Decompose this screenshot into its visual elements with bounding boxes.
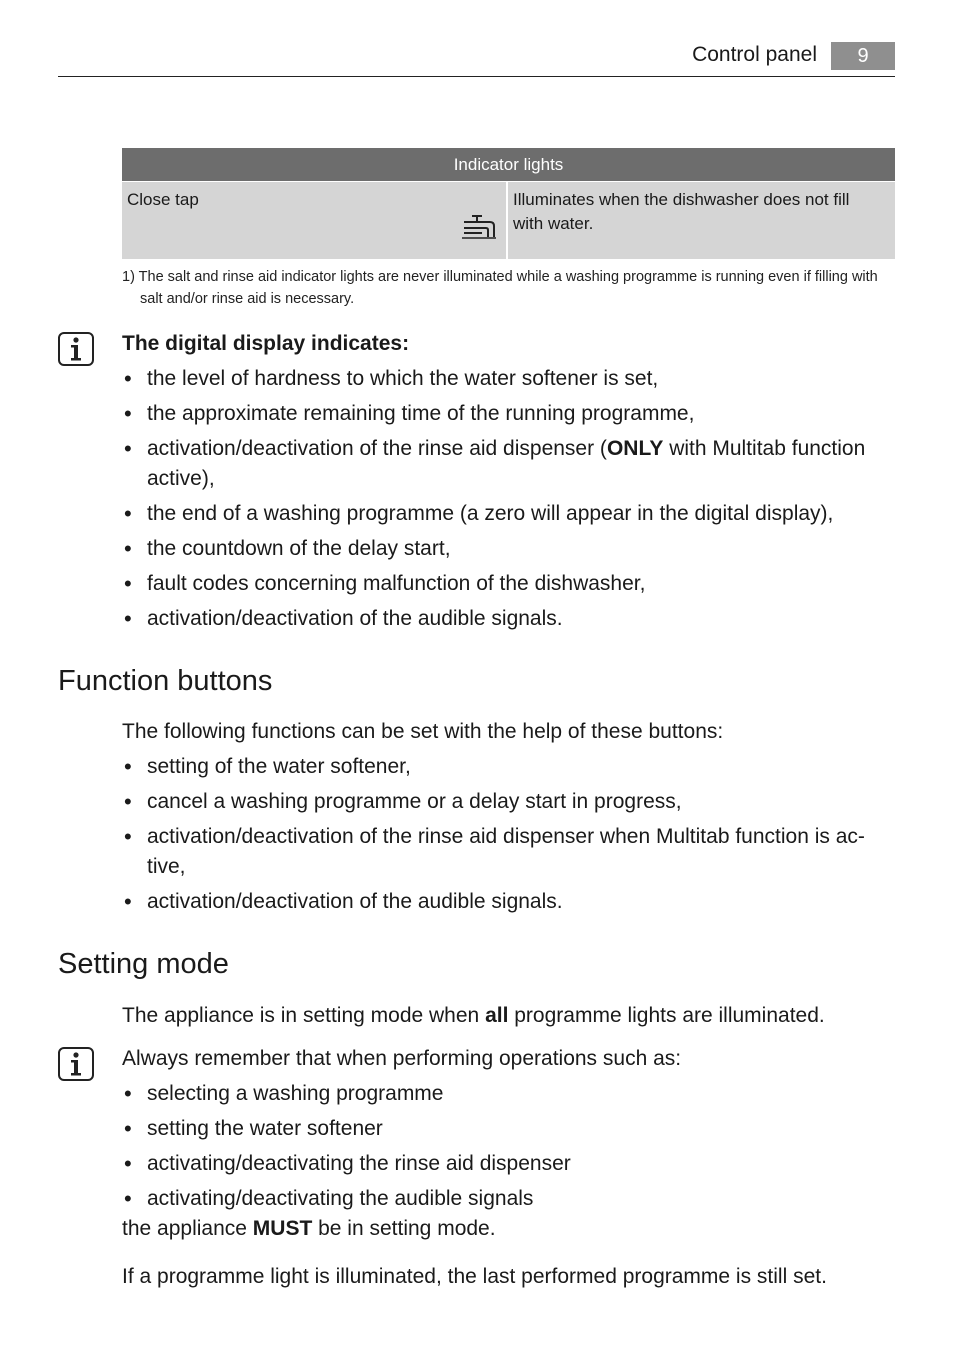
note-text: the appliance	[122, 1217, 253, 1240]
list-item: • selecting a washing programme	[122, 1079, 895, 1109]
last-line-text: If a programme light is illuminated, the last performed programme is still set.	[122, 1265, 827, 1288]
list-item: • activation/deactivation of the audible signals.	[122, 604, 895, 634]
intro-text: The appliance is in setting mode when	[122, 1004, 486, 1027]
list-item: • the end of a washing programme (a zero will appear in the digital display),	[122, 499, 895, 529]
setting-mode-list	[122, 1079, 895, 1214]
function-buttons-intro: The following functions can be set with the help of these buttons:	[122, 720, 724, 743]
indicator-name-cell	[122, 182, 508, 259]
section-heading-function-buttons: Function buttons	[58, 665, 273, 697]
indicator-lights-table	[122, 148, 895, 259]
digital-display-note	[122, 329, 895, 634]
setting-mode-intro-line	[122, 1001, 895, 1031]
section-title: Control panel	[692, 43, 817, 66]
table-row	[122, 181, 895, 259]
indicator-description: Illuminates when the dishwasher does not fill with water.	[513, 190, 850, 233]
footnote-text: 1) The salt and rinse aid indicator lights are never illuminated while a washing programme is running even if filling with salt and/or rinse aid is necessary.	[122, 269, 878, 307]
emphasis-text: ONLY	[606, 437, 664, 460]
list-item: • activation/deactivation of the rinse aid dispenser when Multitab function is ac-tive,	[122, 822, 895, 882]
page-number: 9	[831, 42, 895, 70]
digital-display-list	[122, 364, 895, 634]
list-item	[122, 434, 895, 494]
setting-mode-note-intro: Always remember that when performing operations such as:	[122, 1047, 682, 1070]
list-item: • the countdown of the delay start,	[122, 534, 895, 564]
emphasis-text: MUST	[252, 1217, 313, 1240]
tap-icon	[462, 213, 496, 239]
setting-mode-intro	[122, 1001, 895, 1031]
info-icon	[58, 1047, 94, 1081]
indicator-name: Close tap	[127, 190, 199, 209]
setting-mode-note-end	[122, 1214, 895, 1244]
list-item-text: with Multitab function active),	[147, 437, 866, 490]
list-item: • activating/deactivating the audible signals	[122, 1184, 895, 1214]
footnote	[122, 266, 895, 310]
digital-display-title: The digital display indicates:	[122, 332, 410, 355]
list-item: • cancel a washing programme or a delay start in progress,	[122, 787, 895, 817]
list-item: • activation/deactivation of the audible signals.	[122, 887, 895, 917]
function-buttons-body	[122, 717, 895, 917]
page-header	[58, 40, 895, 77]
list-item: • setting the water softener	[122, 1114, 895, 1144]
list-item: • activating/deactivating the rinse aid dispenser	[122, 1149, 895, 1179]
section-heading-setting-mode: Setting mode	[58, 948, 229, 980]
list-item-text: activation/deactivation of the rinse aid dispenser (	[147, 437, 607, 460]
emphasis-text: all	[485, 1004, 509, 1027]
table-heading: Indicator lights	[122, 148, 895, 181]
setting-mode-last-line	[122, 1262, 895, 1292]
list-item: • the approximate remaining time of the running programme,	[122, 399, 895, 429]
note-text: be in setting mode.	[312, 1217, 496, 1240]
info-icon	[58, 332, 94, 366]
list-item: • the level of hardness to which the water softener is set,	[122, 364, 895, 394]
list-item: • fault codes concerning malfunction of the dishwasher,	[122, 569, 895, 599]
function-buttons-list	[122, 752, 895, 917]
list-item: • setting of the water softener,	[122, 752, 895, 782]
setting-mode-note	[122, 1044, 895, 1244]
intro-text: programme lights are illuminated.	[508, 1004, 825, 1027]
